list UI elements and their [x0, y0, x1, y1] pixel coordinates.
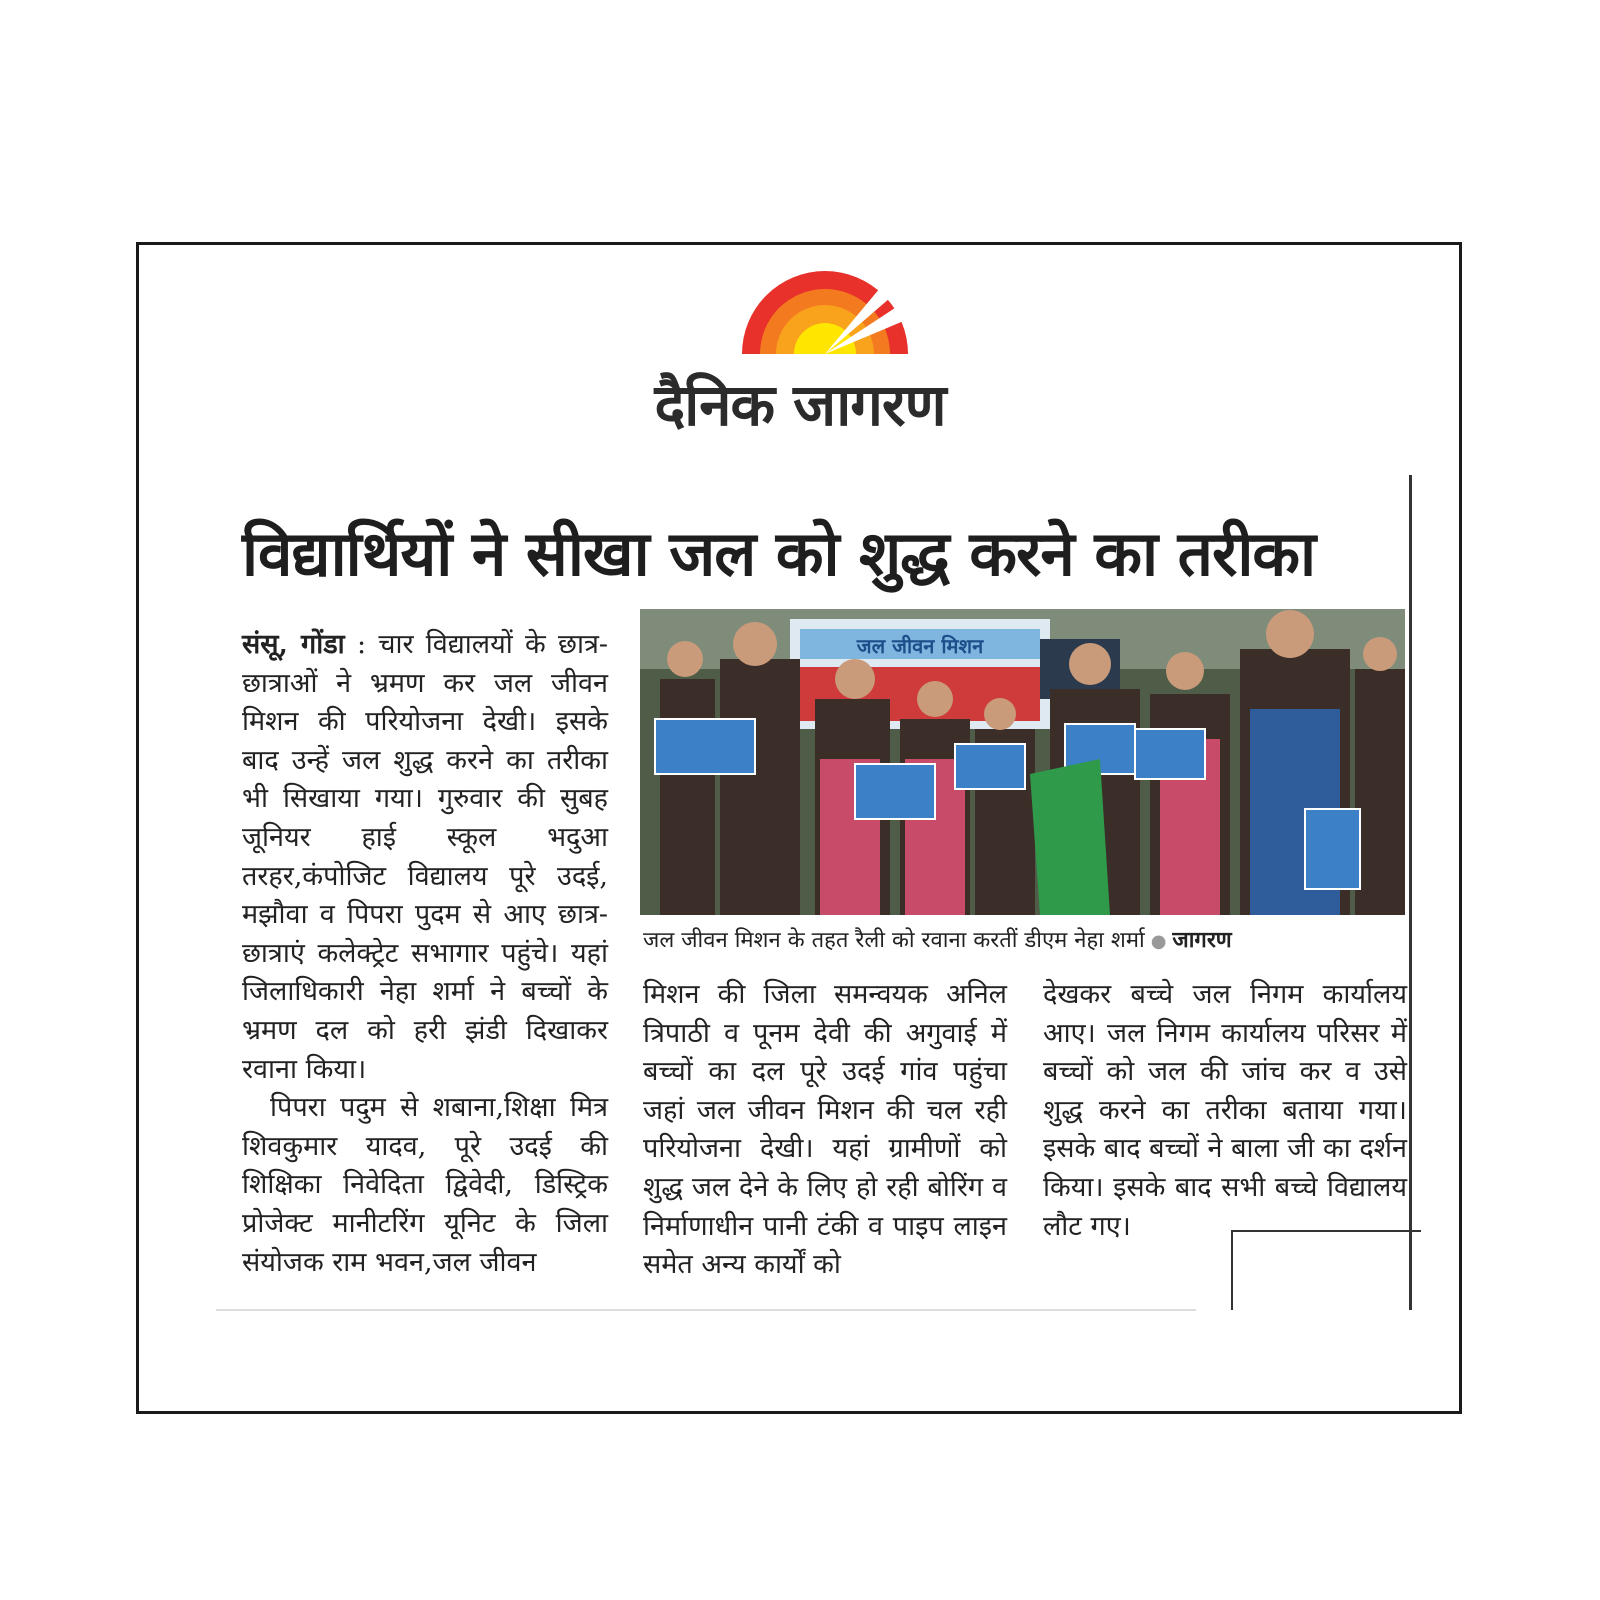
article-headline: विद्यार्थियों ने सीखा जल को शुद्ध करने का तरीका: [242, 517, 1316, 590]
photo-credit: जागरण: [1172, 928, 1232, 953]
column-rule: [1409, 475, 1412, 1310]
photo-caption: [643, 926, 1403, 957]
article-column-1: [242, 626, 608, 1282]
paragraph-1: [242, 626, 608, 1089]
rally-photo-illustration: [640, 609, 1405, 915]
bottom-rule: [216, 1309, 1196, 1311]
bullet-icon: ●: [1150, 931, 1167, 952]
article-column-3: [1043, 976, 1407, 1246]
masthead-title: दैनिक जागरण: [654, 371, 946, 439]
dainik-jagran-sun-logo: [740, 268, 910, 354]
paragraph-2-part-3: देखकर बच्चे जल निगम कार्यालय आए। जल निगम कार्यालय परिसर में बच्चों को जल की जांच कर व उसे शुद्ध करने का तरीका बताया गया। इसके बाद बच्चों ने बाला जी का दर्शन किया। इसके बाद सभी बच्चे विद्यालय लौट गए।: [1043, 979, 1407, 1242]
rally-photo: [640, 609, 1405, 915]
article-column-2: [643, 976, 1007, 1285]
paragraph-2-part-2: मिशन की जिला समन्वयक अनिल त्रिपाठी व पूनम देवी की अगुवाई में बच्चों का दल पूरे उदई गांव पहुंचा जहां जल जीवन मिशन की चल रही परियोजना देखी। यहां ग्रामीणों को शुद्ध जल देने के लिए हो रही बोरिंग व निर्माणाधीन पानी टंकी व पाइप लाइन समेत अन्य कार्यों को: [643, 979, 1007, 1281]
paragraph-1-text: : चार विद्यालयों के छात्र-छात्राओं ने भ्रमण कर जल जीवन मिशन की परियोजना देखी। इसके बाद उन्हें जल शुद्ध करने का तरीका भी सिखाया गया। गुरुवार की सुबह जूनियर हाई स्कूल भदुआ तरहर,कंपोजिट विद्यालय पूरे उदई, मझौवा व पिपरा पुदम से आए छात्र-छात्राएं कलेक्ट्रेट सभागार पहुंचे। यहां जिलाधिकारी नेहा शर्मा ने बच्चों के भ्रमण दल को हरी झंडी दिखाकर रवाना किया।: [242, 629, 608, 1085]
dateline: संसू, गोंडा: [242, 629, 345, 660]
banner-text: जल जीवन मिशन: [856, 634, 984, 658]
paragraph-2-part-1: पिपरा पदुम से शबाना,शिक्षा मित्र शिवकुमार यादव, पूरे उदई की शिक्षिका निवेदिता द्विवेदी, डिस्ट्रिक प्रोजेक्ट मानीटरिंग यूनिट के जिला संयोजक राम भवन,जल जीवन: [242, 1092, 608, 1278]
photo-caption-text: जल जीवन मिशन के तहत रैली को रवाना करतीं डीएम नेहा शर्मा: [643, 928, 1145, 953]
